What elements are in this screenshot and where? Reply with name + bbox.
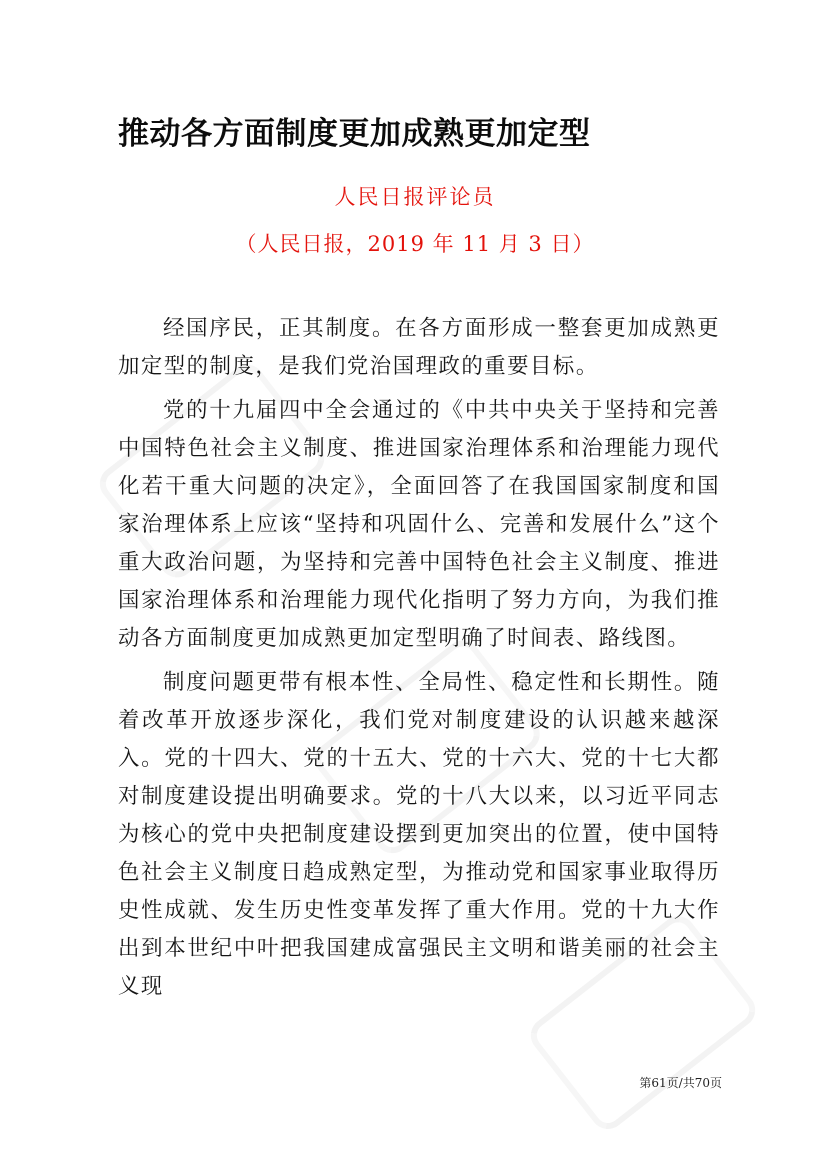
article-body: [118, 310, 720, 1012]
author-line: 人民日报评论员: [334, 185, 496, 209]
source-date-line: （人民日报，2019 年 11 月 3 日）: [235, 232, 595, 256]
paragraph: 经国序民，正其制度。在各方面形成一整套更加成熟更加定型的制度，是我们党治国理政的重要目标。: [118, 316, 720, 379]
paragraph: 党的十九届四中全会通过的《中共中央关于坚持和完善中国特色社会主义制度、推进国家治理体系和治理能力现代化若干重大问题的决定》，全面回答了在我国国家制度和国家治理体系上应该“坚持和巩固什么、完善和发展什么”这个重大政治问题，为坚持和完善中国特色社会主义制度、推进国家治理体系和治理能力现代化指明了努力方向，为我们推动各方面制度更加成熟更加定型明确了时间表、路线图。: [118, 398, 720, 651]
page-number: 第61页/共70页: [639, 1076, 722, 1090]
document-title: 推动各方面制度更加成熟更加定型: [118, 116, 591, 152]
paragraph: 制度问题更带有根本性、全局性、稳定性和长期性。随着改革开放逐步深化，我们党对制度建设的认识越来越深入。党的十四大、党的十五大、党的十六大、党的十七大都对制度建设提出明确要求。党的十八大以来，以习近平同志为核心的党中央把制度建设摆到更加突出的位置，使中国特色社会主义制度日趋成熟定型，为推动党和国家事业取得历史性成就、发生历史性变革发挥了重大作用。党的十九大作出到本世纪中叶把我国建成富强民主文明和谐美丽的社会主义现: [118, 670, 720, 999]
